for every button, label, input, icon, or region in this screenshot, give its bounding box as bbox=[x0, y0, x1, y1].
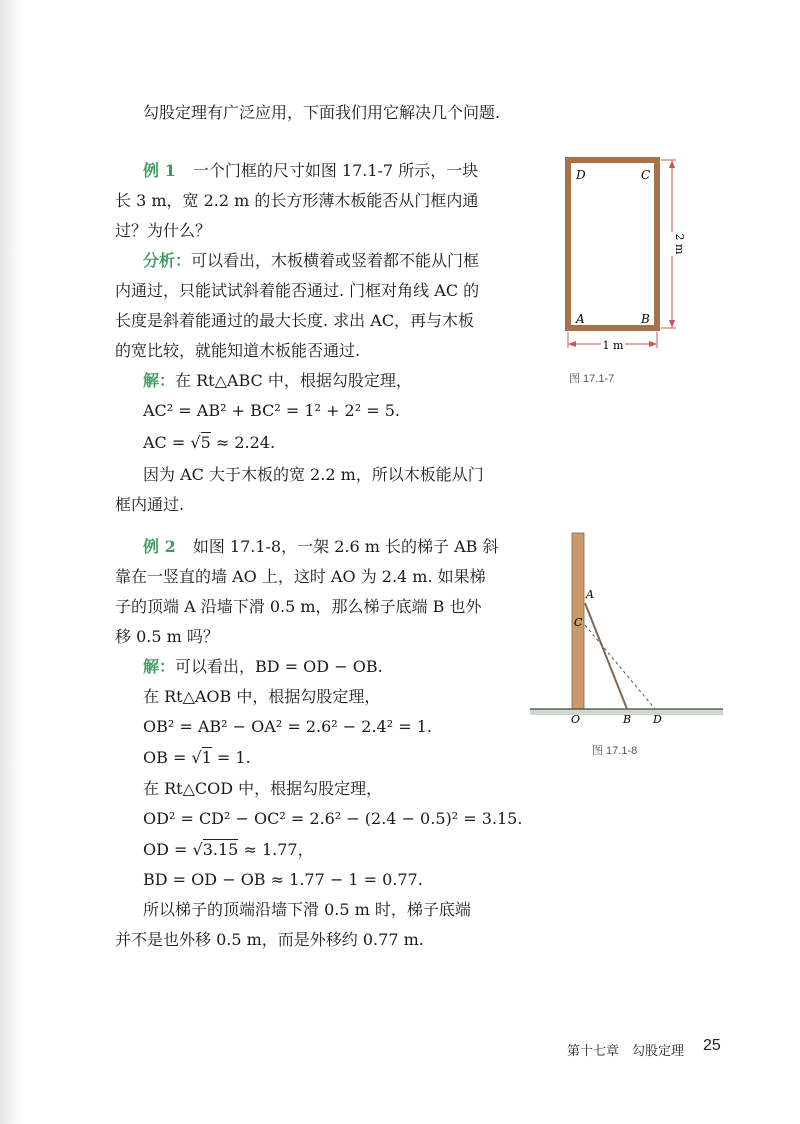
example2-q1: 如图 17.1-8，一架 2.6 m 长的梯子 AB 斜 bbox=[192, 537, 499, 556]
fig2-label-B: B bbox=[623, 713, 632, 726]
fig2-label-D: D bbox=[653, 713, 662, 726]
example2-s4 bbox=[143, 746, 251, 770]
fig2-label-A: A bbox=[586, 588, 594, 601]
example2-s3: OB² = AB² − OA² = 2.6² − 2.4² = 1. bbox=[143, 717, 432, 736]
example2-q2: 靠在一竖直的墙 AO 上，这时 AO 为 2.4 m. 如果梯 bbox=[115, 567, 486, 586]
fig1-label-B: B bbox=[641, 312, 650, 326]
ladder-ab bbox=[585, 603, 627, 709]
example2-s6: OD² = CD² − OC² = 2.6² − (2.4 − 0.5)² = 3.15. bbox=[143, 809, 523, 828]
fig2-label-O: O bbox=[571, 713, 581, 726]
height-arrow-top bbox=[669, 160, 675, 168]
example2-s4-radicand: 1 bbox=[201, 748, 212, 767]
example1-analysis-line1 bbox=[143, 249, 479, 273]
sqrt-sign: √ bbox=[192, 840, 203, 859]
intro-line: 勾股定理有广泛应用，下面我们用它解决几个问题. bbox=[143, 103, 501, 122]
example1-q1: 一个门框的尺寸如图 17.1-7 所示，一块 bbox=[192, 161, 479, 180]
page-spine-shadow bbox=[0, 0, 22, 1124]
example1-solution-line1 bbox=[143, 369, 412, 393]
example1-s3-post: ≈ 2.24. bbox=[210, 433, 276, 452]
solution-label: 解： bbox=[143, 371, 176, 390]
sqrt-sign: √ bbox=[190, 433, 201, 452]
fig1-label-A: A bbox=[576, 312, 585, 326]
width-label: 1 m bbox=[602, 339, 624, 352]
ladder-cd-dashed bbox=[585, 625, 655, 709]
chapter-footer: 第十七章 勾股定理 bbox=[567, 1043, 685, 1058]
door-frame-rect bbox=[568, 160, 657, 328]
example1-s1: 在 Rt△ABC 中，根据勾股定理， bbox=[175, 371, 412, 390]
example1-label: 例 1 bbox=[143, 161, 176, 180]
height-label: 2 m bbox=[673, 233, 686, 255]
width-arrow-right bbox=[649, 341, 657, 347]
example2-solution-line1 bbox=[143, 655, 383, 679]
example1-q3: 过？为什么？ bbox=[115, 221, 212, 240]
example2-s10: 并不是也外移 0.5 m，而是外移约 0.77 m. bbox=[115, 930, 424, 949]
example2-s2: 在 Rt△AOB 中，根据勾股定理， bbox=[143, 687, 381, 706]
example1-a1: 可以看出，木板横着或竖着都不能从门框 bbox=[191, 251, 480, 270]
example1-s5: 框内通过. bbox=[115, 495, 185, 514]
example1-q2: 长 3 m，宽 2.2 m 的长方形薄木板能否从门框内通 bbox=[115, 191, 479, 210]
fig2-label-C: C bbox=[574, 616, 583, 629]
example1-a2: 内通过，只能试试斜着能否通过. 门框对角线 AC 的 bbox=[115, 281, 480, 300]
example1-s3-radicand: 5 bbox=[200, 433, 211, 452]
example2-s1: 可以看出，BD = OD − OB. bbox=[175, 657, 383, 676]
example2-s4-pre: OB = bbox=[143, 748, 192, 767]
page-number: 25 bbox=[703, 1037, 721, 1054]
example2-s5: 在 Rt△COD 中，根据勾股定理， bbox=[143, 779, 383, 798]
width-arrow-left bbox=[568, 341, 576, 347]
figure-door-frame bbox=[555, 148, 705, 358]
example2-s9: 所以梯子的顶端沿墙下滑 0.5 m 时，梯子底端 bbox=[143, 900, 471, 919]
example2-s7 bbox=[143, 838, 314, 862]
example2-label: 例 2 bbox=[143, 537, 176, 556]
example2-q3: 子的顶端 A 沿墙下滑 0.5 m，那么梯子底端 B 也外 bbox=[115, 597, 482, 616]
example1-s2: AC² = AB² + BC² = 1² + 2² = 5. bbox=[143, 401, 400, 420]
example2-s7-post: ≈ 1.77， bbox=[238, 840, 314, 859]
example2-question-line1 bbox=[143, 535, 498, 559]
example1-s3-pre: AC = bbox=[143, 433, 191, 452]
analysis-label: 分析： bbox=[143, 251, 192, 270]
example1-a3: 长度是斜着能通过的最大长度. 求出 AC，再与木板 bbox=[115, 311, 475, 330]
example2-s7-pre: OD = bbox=[143, 840, 193, 859]
figure-ladder bbox=[525, 525, 730, 735]
example2-solution-label: 解： bbox=[143, 657, 176, 676]
figure2-caption: 图 17.1-8 bbox=[592, 745, 638, 757]
fig1-label-C: C bbox=[641, 168, 651, 182]
height-arrow-bottom bbox=[669, 320, 675, 328]
example1-a4: 的宽比较，就能知道木板能否通过. bbox=[115, 341, 361, 360]
sqrt-sign: √ bbox=[191, 748, 202, 767]
example2-s4-post: = 1. bbox=[211, 748, 251, 767]
example1-question-line1 bbox=[143, 159, 478, 183]
example1-s4: 因为 AC 大于木板的宽 2.2 m，所以木板能从门 bbox=[143, 465, 484, 484]
example2-s7-radicand: 3.15 bbox=[202, 840, 239, 859]
figure1-caption: 图 17.1-7 bbox=[569, 373, 615, 385]
fig1-label-D: D bbox=[576, 168, 586, 182]
example2-q4: 移 0.5 m 吗？ bbox=[115, 627, 219, 646]
example2-s8: BD = OD − OB ≈ 1.77 − 1 = 0.77. bbox=[143, 870, 423, 889]
example1-s3 bbox=[143, 431, 275, 455]
